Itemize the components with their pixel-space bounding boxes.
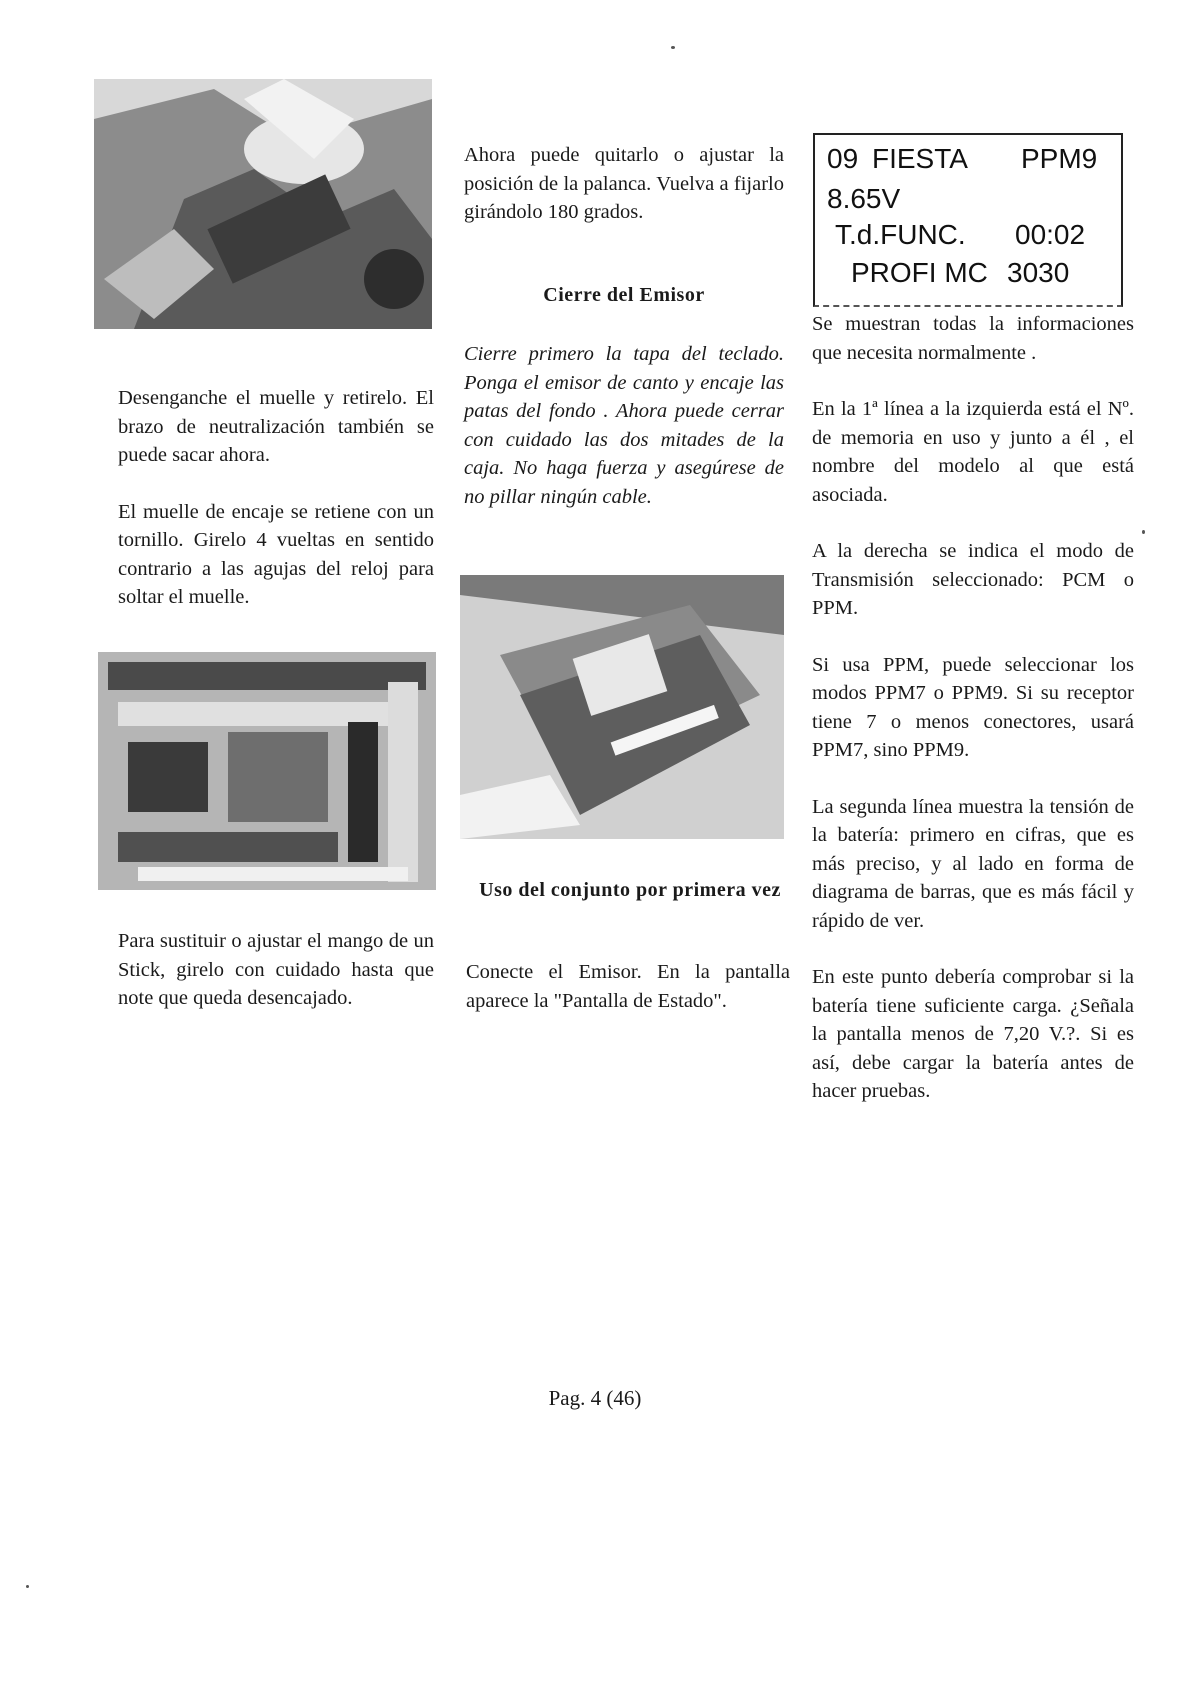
scan-speck — [671, 46, 675, 49]
photo-transmitter-internals — [94, 79, 432, 329]
lcd-mode: PPM9 — [1021, 143, 1098, 174]
status-screen — [813, 133, 1123, 307]
paragraph: En la 1ª línea a la izquierda está el Nº. de memoria en uso y junto a él , el nombre del modelo al que está asociada. — [812, 398, 1134, 506]
paragraph: La segunda línea muestra la tensión de la batería: primero en cifras, que es más preciso, y al lado en forma de diagrama de barras, que es más fácil y rápido de ver. — [812, 795, 1134, 932]
lcd-model-name: FIESTA — [872, 143, 968, 174]
column-middle-italic — [464, 340, 784, 511]
photo-closing-case — [460, 575, 784, 839]
heading-uso-primera-vez: Uso del conjunto por primera vez — [479, 879, 781, 901]
lcd-timer-value: 00:02 — [1015, 219, 1086, 250]
lcd-product-number: 3030 — [1007, 257, 1070, 288]
paragraph: Si usa PPM, puede seleccionar los modos PPM7 o PPM9. Si su receptor tiene 7 o menos conectores, usará PPM7, sino PPM9. — [812, 653, 1134, 761]
paragraph: Ahora puede quitarlo o ajustar la posición de la palanca. Vuelva a fijarlo girándolo 180 grados. — [464, 144, 784, 223]
lcd-model-number: 09 — [827, 143, 859, 174]
heading-cierre-emisor: Cierre del Emisor — [543, 284, 705, 306]
paragraph: Conecte el Emisor. En la pantalla aparece la "Pantalla de Estado". — [466, 961, 790, 1012]
scan-speck — [26, 1585, 29, 1588]
paragraph: A la derecha se indica el modo de Transmisión seleccionado: PCM o PPM. — [812, 540, 1134, 619]
photo-stick-assembly — [98, 652, 436, 890]
column-right — [812, 310, 1134, 1106]
paragraph: En este punto debería comprobar si la batería tiene suficiente carga. ¿Señala la pantalla menos de 7,20 V.?. Si es así, debe cargar la batería antes de hacer pruebas. — [812, 966, 1134, 1102]
paragraph: Se muestran todas la informaciones que necesita normalmente . — [812, 313, 1134, 364]
paragraph: Desenganche el muelle y retirelo. El brazo de neutralización también se puede sacar ahora. — [118, 387, 434, 466]
page-number: Pag. 4 (46) — [548, 1386, 642, 1410]
paragraph: Cierre primero la tapa del teclado. Ponga el emisor de canto y encaje las patas del fondo . Ahora puede cerrar con cuidado las dos mitades de la caja. No haga fuerza y asegúrese de no pillar ningún cable. — [464, 343, 784, 508]
scan-speck — [1142, 530, 1145, 534]
lcd-voltage: 8.65V — [827, 183, 901, 214]
column-left-bottom — [118, 927, 434, 1013]
column-middle-bottom — [466, 958, 790, 1015]
column-left — [118, 384, 434, 612]
column-middle — [464, 141, 784, 227]
lcd-timer-label: T.d.FUNC. — [835, 219, 966, 250]
paragraph: Para sustituir o ajustar el mango de un Stick, girelo con cuidado hasta que note que queda desencajado. — [118, 930, 434, 1009]
paragraph: El muelle de encaje se retiene con un tornillo. Girelo 4 vueltas en sentido contrario a las agujas del reloj para soltar el muelle. — [118, 500, 434, 608]
lcd-product: PROFI MC — [851, 257, 988, 288]
